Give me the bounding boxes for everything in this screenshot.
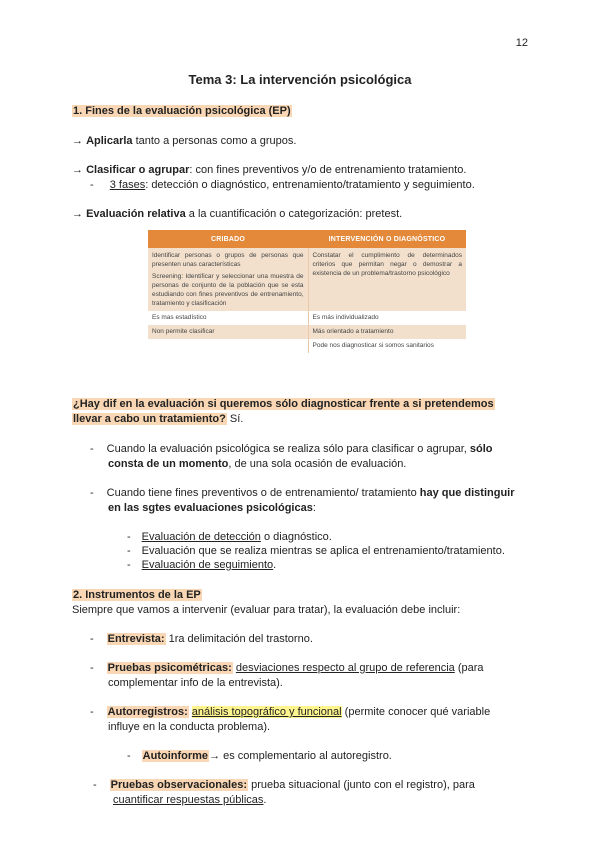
- question-text: llevar a cabo un tratamiento?: [73, 413, 226, 425]
- paragraph-text: a la cuantificación o categorización: pretest.: [185, 208, 403, 220]
- paragraph-clasificar: [72, 163, 466, 177]
- bold-term: consta de un momento: [108, 458, 229, 470]
- bold-term: Entrevista:: [107, 633, 165, 645]
- sub-bullet-mientras: - Evaluación que se realiza mientras se aplica el entrenamiento/tratamiento.: [127, 545, 505, 557]
- highlighted-term: análisis topográfico y funcional: [191, 706, 342, 718]
- sub-bullet-fases: [90, 178, 475, 192]
- page-number: 12: [515, 37, 528, 49]
- underlined-term: cuantificar respuestas públicas: [113, 794, 264, 806]
- table-cell: Constatar el cumplimiento de determinados criterios que permitan negar o demostrar a existencia de un problema/trastorno psicológico: [308, 248, 466, 311]
- page-title: Tema 3: La intervención psicológica: [188, 72, 412, 87]
- arrow: →: [72, 135, 87, 147]
- list-item-psicometricas-cont: complementar info de la entrevista).: [108, 677, 283, 689]
- bold-term: en las sgtes evaluaciones psicológicas: [108, 502, 313, 514]
- answer-text: Sí.: [226, 413, 244, 425]
- bullet-text: Cuando la evaluación psicológica se realiza sólo para clasificar o agrupar,: [106, 443, 470, 455]
- underlined-term: Evaluación de detección: [141, 531, 261, 543]
- section-2-heading-text: 2. Instrumentos de la EP: [73, 589, 201, 601]
- sub-item-autoinforme: - Autoinforme→ es complementario al autoregistro.: [127, 750, 392, 762]
- table-row: [148, 248, 466, 311]
- bullet-text: (para: [454, 662, 484, 674]
- bullet-text: prueba situacional (junto con el registro), para: [248, 779, 475, 791]
- question-line-2: [72, 412, 243, 426]
- section-2-intro: Siempre que vamos a intervenir (evaluar para tratar), la evaluación debe incluir:: [72, 604, 461, 616]
- question-text: ¿Hay dif en la evaluación si queremos sólo diagnosticar frente a si pretendemos: [73, 398, 494, 410]
- question-line-1: [72, 397, 495, 411]
- bullet-text: Evaluación que se realiza mientras se aplica el entrenamiento/tratamiento.: [141, 545, 505, 557]
- bullet-text: (permite conocer qué variable: [341, 706, 491, 718]
- section-1-heading-text: 1. Fines de la evaluación psicológica (EP): [73, 105, 291, 117]
- cribado-table: [148, 230, 466, 353]
- bold-term: Pruebas psicométricas:: [107, 662, 232, 674]
- list-item-entrevista: - Entrevista: 1ra delimitación del trastorno.: [90, 633, 313, 645]
- bold-term: Evaluación relativa: [86, 208, 186, 220]
- bullet-text: : detección o diagnóstico, entrenamiento/tratamiento y seguimiento.: [145, 179, 475, 191]
- bullet-text: :: [312, 502, 316, 514]
- table-row: [148, 325, 466, 339]
- table-cell: Es más individualizado: [308, 311, 466, 325]
- table-cell: [148, 339, 308, 353]
- sub-bullet-seguimiento: - Evaluación de seguimiento.: [127, 559, 277, 571]
- bullet-text: .: [273, 559, 277, 571]
- bold-term: Clasificar o agrupar: [86, 164, 190, 176]
- section-2-heading: [72, 588, 202, 602]
- section-1-heading: [72, 104, 292, 118]
- underlined-term: Evaluación de seguimiento: [141, 559, 274, 571]
- table-row: [148, 339, 466, 353]
- paragraph-text: tanto a personas como a grupos.: [132, 135, 297, 147]
- bullet-fines-cont: [108, 501, 316, 515]
- table-cell: Es mas estadístico: [148, 311, 308, 325]
- underlined-term: 3 fases: [109, 179, 146, 191]
- bullet-clasificar-cont: [108, 457, 406, 471]
- sub-bullet-deteccion: - Evaluación de detección o diagnóstico.: [127, 531, 332, 543]
- list-item-observacionales-cont: [113, 793, 266, 807]
- bold-term: hay que distinguir: [419, 487, 515, 499]
- underlined-term: desviaciones respecto al grupo de referencia: [235, 662, 455, 674]
- bold-term: Aplicarla: [86, 135, 133, 147]
- dash: -: [90, 179, 94, 191]
- paragraph-text: : con fines preventivos y/o de entrenamiento tratamiento.: [189, 164, 467, 176]
- paragraph-aplicarla: [72, 134, 296, 148]
- arrow: →: [72, 208, 87, 220]
- bold-term: Autorregistros:: [107, 706, 188, 718]
- bullet-text: → es complementario al autoregistro.: [209, 750, 392, 762]
- table-cell: [148, 248, 308, 311]
- bold-term: sólo: [469, 443, 493, 455]
- table-row: [148, 311, 466, 325]
- table-cell: Pode nos diagnosticar si somos sanitarios: [308, 339, 466, 353]
- cell-text: Identificar personas o grupos de personas que presenten unas características: [152, 252, 304, 268]
- bullet-fines: - Cuando tiene fines preventivos o de entrenamiento/ tratamiento hay que distinguir: [90, 487, 515, 499]
- bullet-text: o diagnóstico.: [260, 531, 332, 543]
- arrow: →: [72, 164, 87, 176]
- bullet-text: .: [263, 794, 267, 806]
- list-item-autorregistros: - Autorregistros: análisis topográfico y funcional (permite conocer qué variable: [90, 706, 491, 718]
- table-header-intervencion: INTERVENCIÓN O DIAGNÓSTICO: [308, 230, 466, 248]
- list-item-psicometricas: - Pruebas psicométricas: desviaciones respecto al grupo de referencia (para: [90, 662, 484, 674]
- bullet-text: , de una sola ocasión de evaluación.: [228, 458, 407, 470]
- cell-text: Screening: Identificar y seleccionar una muestra de personas de conjunto de la población que se esta estudiando con fines preventivos de entrenamiento, tratamiento y clasificación: [152, 273, 304, 307]
- bold-term: Pruebas observacionales:: [110, 779, 248, 791]
- list-item-observacionales: - Pruebas observacionales: prueba situacional (junto con el registro), para: [93, 779, 475, 791]
- bullet-text: Cuando tiene fines preventivos o de entrenamiento/ tratamiento: [106, 487, 420, 499]
- bullet-clasificar: - Cuando la evaluación psicológica se realiza sólo para clasificar o agrupar, sólo: [90, 443, 493, 455]
- table-cell: Non permite clasificar: [148, 325, 308, 339]
- list-item-autorregistros-cont: influye en la conducta problema).: [108, 721, 271, 733]
- bullet-text: 1ra delimitación del trastorno.: [165, 633, 313, 645]
- table-header-cribado: CRIBADO: [148, 230, 308, 248]
- table-cell: Más orientado a tratamiento: [308, 325, 466, 339]
- bold-term: Autoinforme: [142, 750, 209, 762]
- paragraph-evaluacion-relativa: [72, 207, 402, 221]
